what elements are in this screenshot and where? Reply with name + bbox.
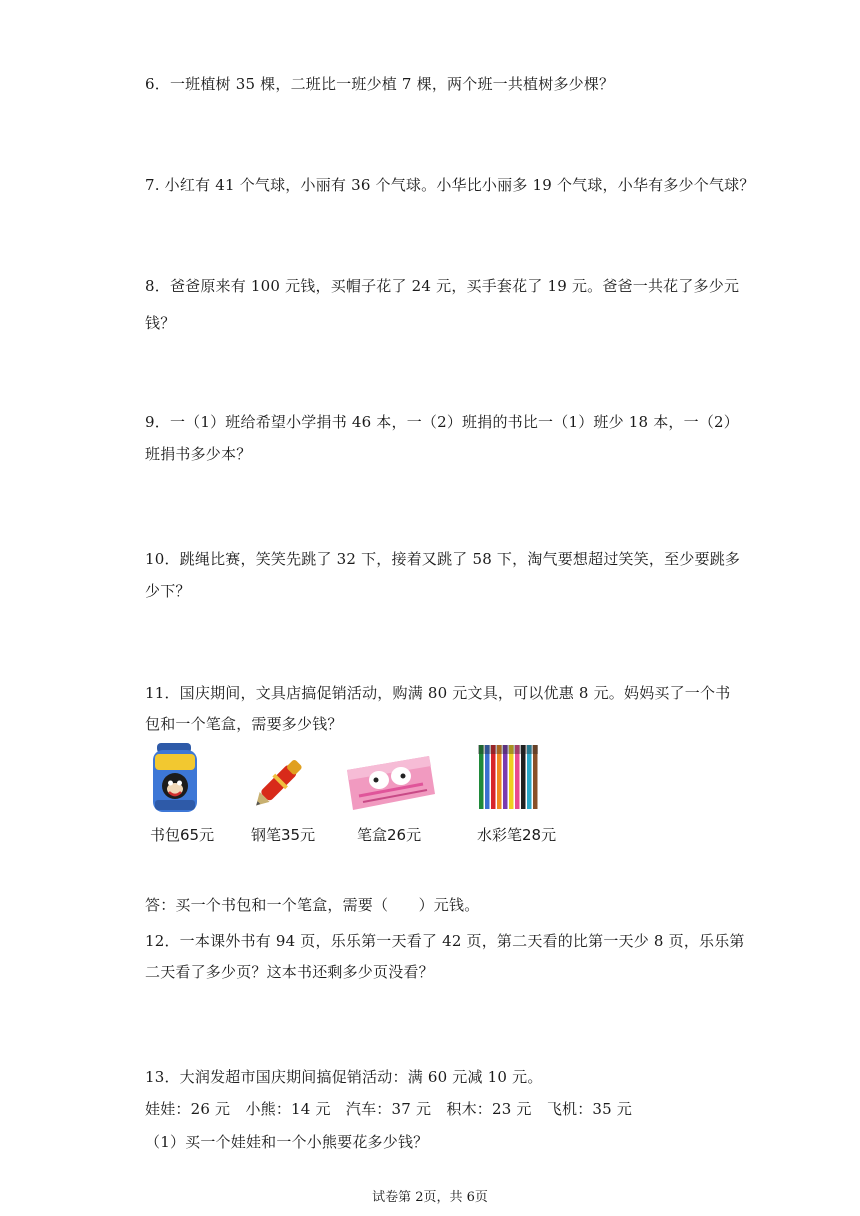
product-label-pencil-case: 笔盒26元 [357, 826, 422, 844]
question-13-sub-1: （1）买一个娃娃和一个小熊要花多少钱？ [145, 1133, 429, 1151]
pencil-case-icon [343, 740, 438, 822]
question-8-line-1: 8．爸爸原来有 100 元钱，买帽子花了 24 元，买手套花了 19 元。爸爸一共花了多少元 [145, 277, 740, 295]
question-8-line-2: 钱？ [145, 314, 176, 332]
question-9-line-1: 9．一（1）班给希望小学捐书 46 本，一（2）班捐的书比一（1）班少 18 本，一（2） [145, 413, 739, 431]
question-7: 7. 小红有 41 个气球，小丽有 36 个气球。小华比小丽多 19 个气球，小华有多少个气球？ [145, 176, 755, 194]
question-6: 6．一班植树 35 棵，二班比一班少植 7 棵，两个班一共植树多少棵？ [145, 75, 615, 93]
question-10-line-2: 少下？ [145, 582, 191, 600]
product-backpack [145, 740, 245, 850]
question-13-line-1: 13．大润发超市国庆期间搞促销活动：满 60 元减 10 元。 [145, 1068, 543, 1086]
page-footer: 试卷第 2页，共 6页 [372, 1190, 488, 1205]
question-12-line-1: 12．一本课外书有 94 页，乐乐第一天看了 42 页，第二天看的比第一天少 8 页，乐乐第 [145, 932, 745, 950]
question-10-line-1: 10．跳绳比赛，笑笑先跳了 32 下，接着又跳了 58 下，淘气要想超过笑笑，至少要跳多 [145, 550, 741, 568]
question-11-line-2: 包和一个笔盒，需要多少钱？ [145, 715, 343, 733]
question-11-answer: 答：买一个书包和一个笔盒，需要（ ）元钱。 [145, 896, 480, 914]
product-label-markers: 水彩笔28元 [477, 826, 557, 844]
product-pencil-case [343, 740, 443, 850]
product-pen [248, 740, 348, 850]
question-12-line-2: 二天看了多少页？这本书还剩多少页没看？ [145, 963, 434, 981]
product-markers [475, 740, 575, 850]
product-label-backpack: 书包65元 [150, 826, 215, 844]
markers-icon [475, 740, 545, 822]
pen-icon [248, 740, 318, 822]
backpack-icon [145, 740, 205, 822]
product-images [145, 740, 585, 850]
question-11-line-1: 11．国庆期间，文具店搞促销活动，购满 80 元文具，可以优惠 8 元。妈妈买了一个书 [145, 684, 731, 702]
question-13-prices: 娃娃：26 元 小熊：14 元 汽车：37 元 积木：23 元 飞机：35 元 [145, 1100, 633, 1118]
question-9-line-2: 班捐书多少本？ [145, 445, 252, 463]
product-label-pen: 钢笔35元 [251, 826, 316, 844]
